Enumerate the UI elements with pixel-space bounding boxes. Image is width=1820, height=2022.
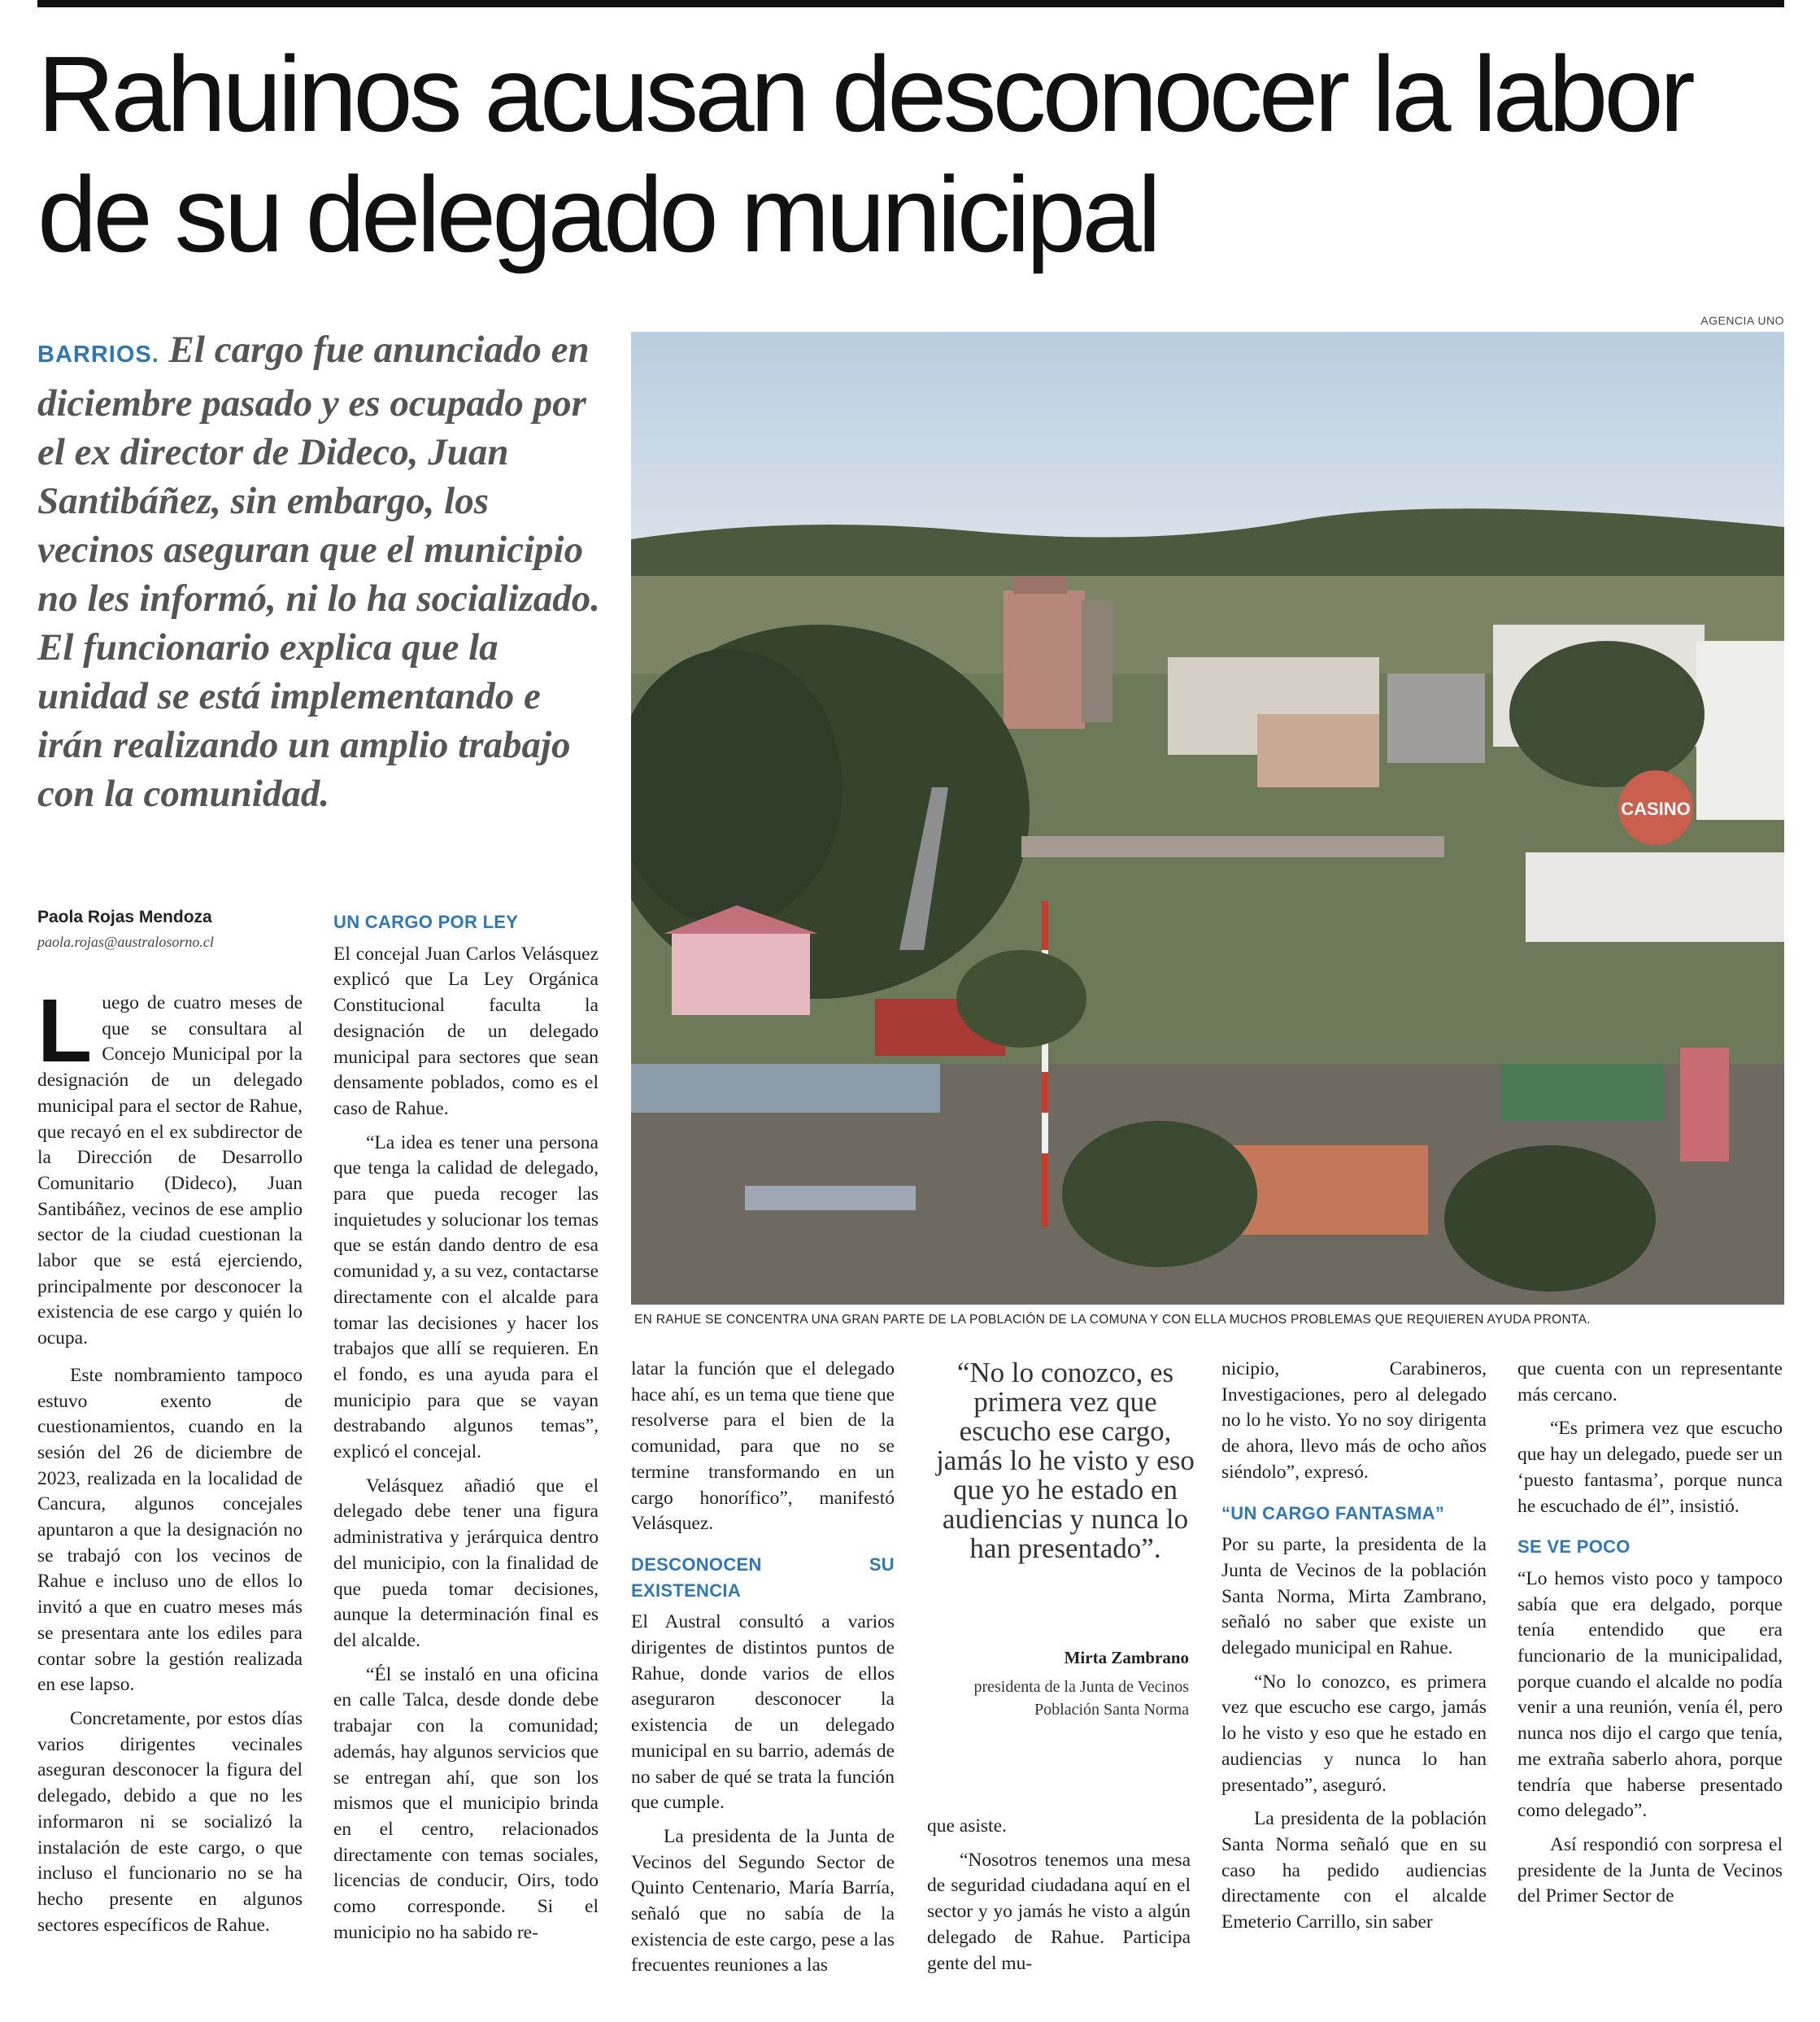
pull-quote: “No lo conozco, es primera vez que escucho ese cargo, jamás lo he visto y eso que yo he estado en audiencias y nunca lo han presentado”. <box>936 1357 1195 1564</box>
column-5 <box>1221 1357 1487 1936</box>
column-3 <box>631 1357 895 1979</box>
subheading: DESCONOCEN SU EXISTENCIA <box>631 1554 895 1601</box>
column-1 <box>37 981 303 1938</box>
paragraph: Así respondió con sorpresa el presidente de la Junta de Vecinos del Primer Sector de <box>1517 1833 1783 1907</box>
casino-building <box>1526 852 1784 942</box>
lead-text: El cargo fue anunciado en diciembre pasado y es ocupado por el ex director de Dideco, Juan Santibáñez, sin embargo, los vecinos aseguran que el municipio no les informó, ni lo ha socializado. El funcionario explica que la unidad se está implementando e irán realizando un amplio trabajo con la comunidad. <box>37 329 601 815</box>
column-2 <box>333 909 599 1946</box>
paragraph: “La idea es tener una persona que tenga la calidad de delegado, para que pueda recoger las inquietudes y solucionar los temas que se están dando dentro de esa comunidad y, a su vez, contactarse directamente con el alcalde para tomar las decisiones y hacer los trabajos que allí se requieren. En el fondo, es una ayuda para el municipio para que se vayan destrabando algunos temas”, explicó el concejal. <box>333 1131 599 1463</box>
paragraph: La presidenta de la población Santa Norma señaló que en su caso ha pedido audiencias directamente con el alcalde Emeterio Carrillo, sin saber <box>1221 1808 1487 1933</box>
paragraph: “Lo hemos visto poco y tampoco sabía que era delgado, porque tenía entendido que era funcionario de la municipalidad, porque cuando el alcalde no podía venir a una reunión, venía él, pero nunca nos dijo el cargo que tenía, me extraña saberlo ahora, porque tendría que haberse presentado como delegado”. <box>1517 1567 1783 1822</box>
paragraph: “Es primera vez que escucho que hay un delegado, puede ser un ‘puesto fantasma’, porque nunca he escuchado de él”, insistió. <box>1517 1418 1783 1517</box>
column-4 <box>927 1814 1191 1976</box>
paragraph: que asiste. <box>927 1815 1007 1837</box>
drop-cap: L <box>37 981 93 1081</box>
column-6 <box>1517 1357 1783 1910</box>
byline <box>37 908 306 951</box>
author-email: paola.rojas@australosorno.cl <box>37 934 214 950</box>
paragraph: latar la función que el delegado hace ahí, es un tema que tiene que resolverse para el bien de la comunidad, para que no se termine transformando en un cargo honorífico”, manifestó Velásquez. <box>631 1358 895 1535</box>
paragraph: Por su parte, la presidenta de la Junta de Vecinos de la población Santa Norma, Mirta Zambrano, señaló no saber que existe un delegado municipal en Rahue. <box>1221 1534 1487 1659</box>
paragraph: “Nosotros tenemos una mesa de seguridad ciudadana aquí en el sector y yo jamás he visto a algún delegado de Rahue. Participa gente del mu- <box>927 1849 1191 1974</box>
silo <box>1696 641 1784 820</box>
paragraph: “Él se instaló en una oficina en calle Talca, desde donde debe trabajar con la comunidad; además, hay algunos servicios que se entregan ahí, que son los mismos que el municipio brinda en el centro, relacionados directamente con temas sociales, licencias de conducir, Oirs, todo como corresponde. Si el municipio no ha sabido re- <box>333 1663 599 1943</box>
quote-attribution-role: presidenta de la Junta de Vecinos Población Santa Norma <box>973 1678 1189 1719</box>
subheading: UN CARGO POR LEY <box>333 912 519 932</box>
casino-sign-text: CASINO <box>1621 799 1691 819</box>
photo-credit: AGENCIA UNO <box>1700 314 1784 327</box>
paragraph: Este nombramiento tampoco estuvo exento de cuestionamientos, cuando en la sesión del 26 de diciembre de 2023, realizada en la localidad de Cancura, algunos concejales apuntaron a que la designación no se trabajó con los vecinos de Rahue e incluso uno de ellos lo invitó a que en cuatro meses más se presentara ante los ediles para contar sobre la gestión realizada en ese lapso. <box>37 1364 303 1696</box>
tall-building <box>1004 576 1085 729</box>
author-name: Paola Rojas Mendoza <box>37 908 212 926</box>
lead-paragraph <box>37 325 607 818</box>
subheading: “UN CARGO FANTASMA” <box>1221 1502 1445 1523</box>
headline: Rahuinos acusan desconocer la labor de su delegado municipal <box>37 34 1692 274</box>
paragraph: Luego de cuatro meses de que se consultara al Concejo Municipal por la designación de un delegado municipal para el sector de Rahue, que recayó en el ex subdirector de la Dirección de Desarrollo Comunitario (Dideco), Juan Santibáñez, vecinos de ese amplio sector de la ciudad cuestionan la labor que se está ejerciendo, principalmente por desconocer la existencia de ese cargo y quién lo ocupa. <box>37 981 303 1349</box>
paragraph: nicipio, Carabineros, Investigaciones, pero al delegado no lo he visto. Yo no soy dirigenta de ahora, llevo más de ocho años siéndolo”, expresó. <box>1221 1358 1487 1483</box>
paragraph: Velásquez añadió que el delegado debe tener una figura administrativa y jerárquica dentro del municipio, con la finalidad de que pueda tomar decisiones, aunque la determinación final es del alcalde. <box>333 1475 599 1651</box>
subheading: SE VE POCO <box>1517 1536 1631 1558</box>
photo-caption: EN RAHUE SE CONCENTRA UNA GRAN PARTE DE LA POBLACIÓN DE LA COMUNA Y CON ELLA MUCHOS PROBLEMAS QUE REQUIEREN AYUDA PRONTA. <box>634 1313 1591 1327</box>
cityscape-photo <box>631 332 1784 1305</box>
paragraph: que cuenta con un representante más cercano. <box>1517 1358 1783 1405</box>
paragraph: Concretamente, por estos días varios dirigentes vecinales aseguran desconocer la figura del delegado, debido a que no les informaron ni se socializó la instalación de este cargo, o que incluso el funcionario no se ha hecho presente en algunos sectores específicos de Rahue. <box>37 1707 303 1936</box>
paragraph: El concejal Juan Carlos Velásquez explicó que La Ley Orgánica Constitucional faculta la designación de un delegado municipal para sectores que sean densamente poblados, como es el caso de Rahue. <box>333 943 599 1119</box>
quote-attribution-name: Mirta Zambrano <box>1064 1648 1189 1667</box>
section-tag: BARRIOS. <box>37 342 159 368</box>
top-rule <box>37 0 1784 7</box>
paragraph: La presidenta de la Junta de Vecinos del Segundo Sector de Quinto Centenario, María Barría, señaló que no sabía de la existencia de este cargo, pese a las frecuentes reuniones a las <box>631 1825 895 1976</box>
paragraph: El Austral consultó a varios dirigentes de distintos puntos de Rahue, donde varios de ellos aseguraron desconocer la existencia de un delegado municipal en su barrio, además de no saber de qué se trata la función que cumple. <box>631 1611 895 1814</box>
paragraph: “No lo conozco, es primera vez que escucho ese cargo, jamás lo he visto y eso que he estado en audiencias y nunca lo han presentado”, aseguró. <box>1221 1671 1487 1796</box>
pink-house <box>672 934 810 1015</box>
